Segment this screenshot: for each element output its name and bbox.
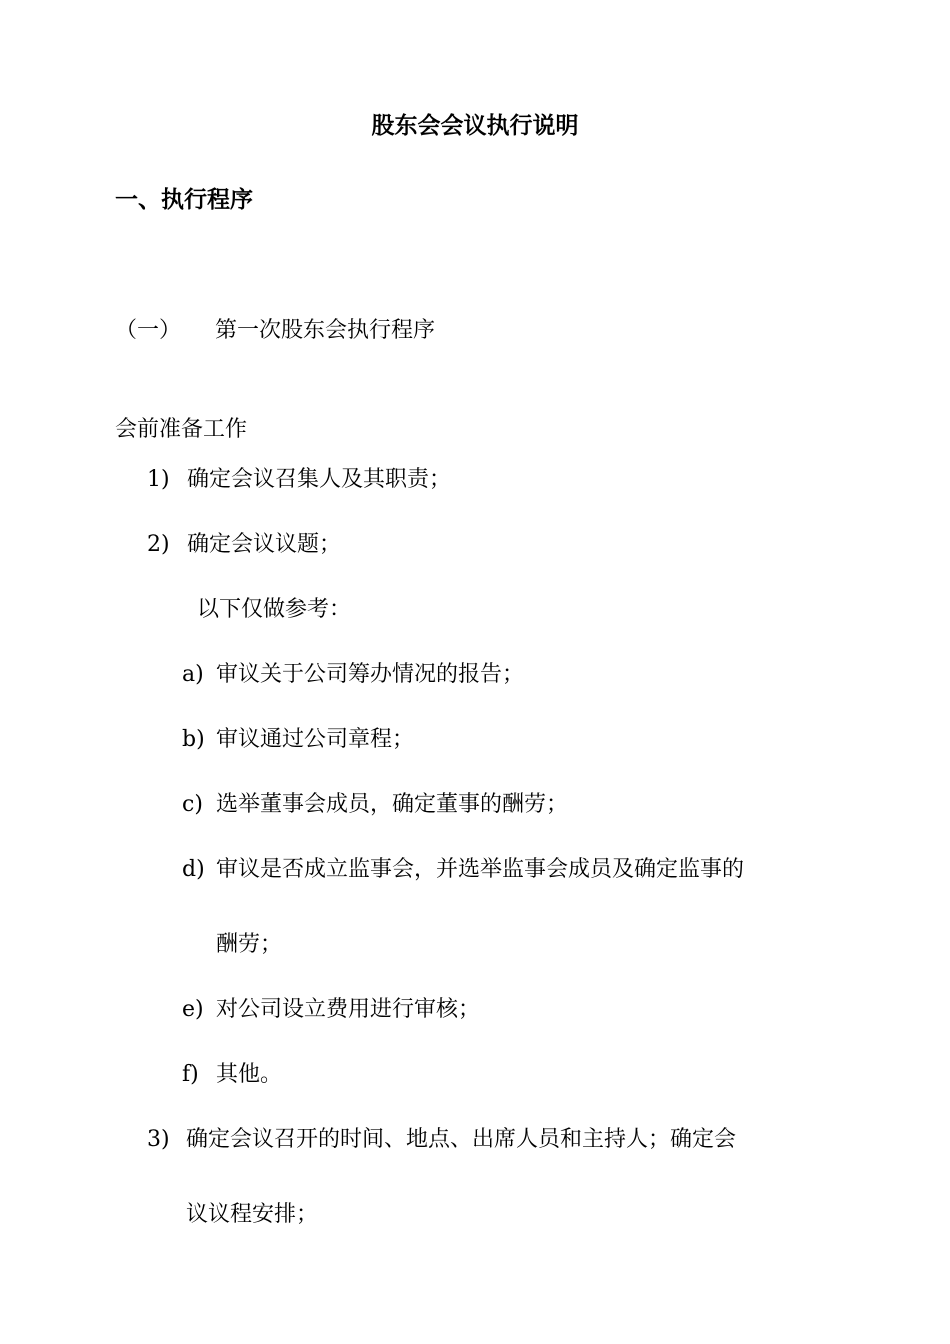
list-text: 审议是否成立监事会，并选举监事会成员及确定监事的 xyxy=(216,857,745,882)
list-item xyxy=(147,1125,736,1155)
subsection-marker: （一） xyxy=(115,318,182,343)
list-item xyxy=(147,530,341,560)
list-marker: c) xyxy=(182,792,203,817)
list-item xyxy=(182,855,744,885)
list-marker: a) xyxy=(182,662,204,687)
list-marker: b) xyxy=(182,727,205,752)
list-item xyxy=(182,725,414,755)
list-item xyxy=(182,790,568,820)
block-label: 会前准备工作 xyxy=(115,417,248,442)
list-text: 审议通过公司章程； xyxy=(216,727,415,752)
list-item xyxy=(147,465,451,495)
subsection-label: 第一次股东会执行程序 xyxy=(215,318,436,343)
list-item xyxy=(182,1060,282,1090)
list-marker: 1) xyxy=(147,467,170,492)
list-text-continuation: 议议程安排； xyxy=(186,1202,319,1227)
list-marker: 2) xyxy=(147,532,170,557)
section-heading: 一、执行程序 xyxy=(115,186,253,213)
list-item xyxy=(182,660,524,690)
list-marker: 3) xyxy=(147,1127,170,1152)
list-item xyxy=(182,995,480,1025)
list-text: 审议关于公司筹办情况的报告； xyxy=(216,662,525,687)
list-text-continuation: 酬劳； xyxy=(216,932,283,957)
list-text: 其他。 xyxy=(216,1062,283,1087)
list-text: 对公司设立费用进行审核； xyxy=(216,997,481,1022)
list-marker: f) xyxy=(182,1062,199,1087)
list-text: 确定会议议题； xyxy=(187,532,342,557)
subsection-heading xyxy=(115,316,435,346)
reference-note: 以下仅做参考： xyxy=(197,597,352,622)
list-marker: d) xyxy=(182,857,205,882)
list-text: 选举董事会成员，确定董事的酬劳； xyxy=(216,792,569,817)
list-marker: e) xyxy=(182,997,204,1022)
list-text: 确定会议召开的时间、地点、出席人员和主持人；确定会 xyxy=(186,1127,737,1152)
list-text: 确定会议召集人及其职责； xyxy=(187,467,452,492)
document-title: 股东会会议执行说明 xyxy=(371,112,579,139)
